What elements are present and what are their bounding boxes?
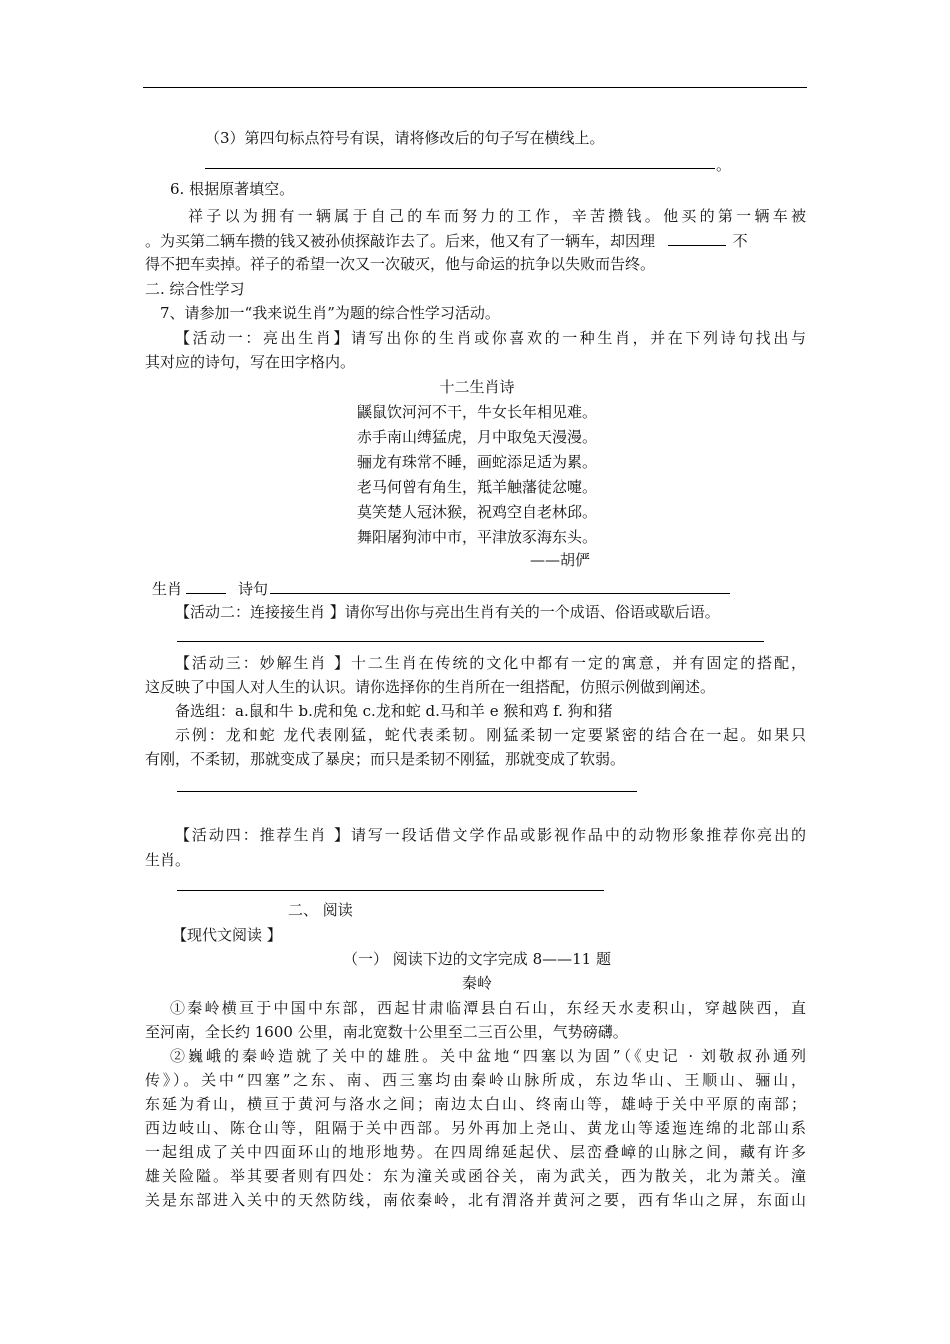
q7-activity3-options: 备选组：a.鼠和牛 b.虎和兔 c.龙和蛇 d.马和羊 e 猴和鸡 f. 狗和猪 (175, 702, 613, 720)
article-title: 秦岭 (461, 974, 492, 992)
zodiac-blank[interactable] (186, 577, 226, 594)
poem-title: 十二生肖诗 (439, 378, 515, 396)
poem-author: ——胡俨 (530, 551, 591, 569)
article-line: 一起组成了关中四面环山的地形地势。在四周绵延起伏、层峦叠嶂的山脉之间，藏有许多 (145, 1143, 806, 1161)
poem-line: 赤手南山缚猛虎，月中取兔天漫漫。 (356, 428, 597, 446)
poem-line: 舞阳屠狗沛中市，平津放豕海东头。 (356, 528, 597, 546)
article-line: 至河南，全长约 1600 公里，南北宽数十公里至二三百公里，气势磅礴。 (145, 1023, 628, 1041)
q5-answer-line[interactable] (205, 168, 715, 169)
article-line: 东延为肴山，横亘于黄河与洛水之间；南边太白山、终南山等，雄峙于关中平原的南部； (145, 1095, 806, 1113)
article-line: 雄关险隘。举其要者则有四处：东为潼关或函谷关，南为武关，西为散关，北为萧关。潼 (145, 1167, 806, 1185)
article-line: ②巍峨的秦岭造就了关中的雄胜。关中盆地“四塞以为固”（《史记 · 刘敬叔孙通列 (170, 1047, 806, 1065)
q7-activity3-example-line1: 示例：龙和蛇 龙代表刚猛，蛇代表柔韧。刚猛柔韧一定要紧密的结合在一起。如果只 (175, 726, 806, 744)
article-line: 西边岐山、陈仓山等，阻隔于关中西部。另外再加上尧山、黄龙山等逶迤连绵的北部山系 (145, 1119, 806, 1137)
q6-title: 6. 根据原著填空。 (170, 180, 295, 198)
q7-activity2: 【活动二：连接接生肖 】请你写出你与亮出生肖有关的一个成语、俗语或歇后语。 (175, 603, 720, 621)
q7-activity3-example-line2: 有刚，不柔韧，那就变成了暴戾；而只是柔韧不刚猛，那就变成了软弱。 (145, 750, 626, 768)
q7-fill-row (152, 577, 730, 600)
article-line: 传》）。关中“四塞”之东、南、西三塞均由秦岭山脉所成，东边华山、王顺山、骊山， (145, 1071, 806, 1089)
q6-para-line2-tail: 不 (732, 232, 748, 250)
q7-activity3-line2: 这反映了中国人对人生的认识。请你选择你的生肖所在一组搭配，仿照示例做到阐述。 (145, 678, 716, 696)
zodiac-label: 生肖 (152, 580, 183, 598)
activity3-answer-line[interactable] (177, 791, 637, 792)
q7-activity3-line1: 【活动三：妙解生肖 】十二生肖在传统的文化中都有一定的寓意，并有固定的搭配， (175, 654, 806, 672)
section2-title: 二. 综合性学习 (145, 280, 245, 298)
q7-activity4-line1: 【活动四：推荐生肖 】请写一段话借文学作品或影视作品中的动物形象推荐你亮出的 (175, 826, 806, 844)
q6-para-line2 (145, 229, 748, 252)
article-line: ①秦岭横亘于中国中东部，西起甘肃临潭县白石山，东经天水麦积山，穿越陕西，直 (170, 999, 806, 1017)
q7-title: 7、请参加一“我来说生肖”为题的综合性学习活动。 (160, 304, 500, 322)
q6-para-line2-text: 。为买第二辆车攒的钱又被孙侦探敲诈去了。后来，他又有了一辆车，却因理 (145, 232, 656, 250)
q5-sub3: （3）第四句标点符号有误，请将修改后的句子写在横线上。 (205, 129, 605, 147)
section3-title: 二、 阅读 (288, 901, 353, 919)
q6-para-line1: 祥子以为拥有一辆属于自己的车而努力的工作，辛苦攒钱。他买的第一辆车被 (188, 207, 806, 225)
q7-activity1-line2: 其对应的诗句，写在田字格内。 (145, 353, 356, 371)
modern-reading-heading: 【现代文阅读 】 (172, 926, 282, 944)
verse-blank[interactable] (270, 577, 730, 594)
q5-end-mark: 。 (716, 156, 732, 174)
header-rule (143, 87, 807, 88)
poem-line: 骊龙有珠常不睡，画蛇添足适为累。 (356, 453, 597, 471)
q7-activity1-line1: 【活动一：亮出生肖】请写出你的生肖或你喜欢的一种生肖，并在下列诗句找出与 (175, 329, 806, 347)
activity2-answer-line[interactable] (177, 641, 764, 642)
verse-label: 诗句 (238, 580, 269, 598)
q7-activity4-line2: 生肖。 (145, 851, 191, 869)
poem-line: 老马何曾有角生，羝羊触藩徒忿嚏。 (356, 478, 597, 496)
poem-line: 鼷鼠饮河河不干，牛女长年相见难。 (356, 403, 597, 421)
q6-para-line3: 得不把车卖掉。祥子的希望一次又一次破灭，他与命运的抗争以失败而告终。 (145, 255, 656, 273)
activity4-answer-line[interactable] (177, 890, 604, 891)
reading-part1-heading: （一） 阅读下边的文字完成 8——11 题 (343, 950, 611, 968)
article-line: 关是东部进入关中的天然防线，南依秦岭，北有渭洛并黄河之要，西有华山之屏，东面山 (145, 1191, 806, 1209)
poem-line: 莫笑楚人冠沐猴，祝鸡空自老林邱。 (356, 503, 597, 521)
q6-blank[interactable] (668, 229, 726, 246)
